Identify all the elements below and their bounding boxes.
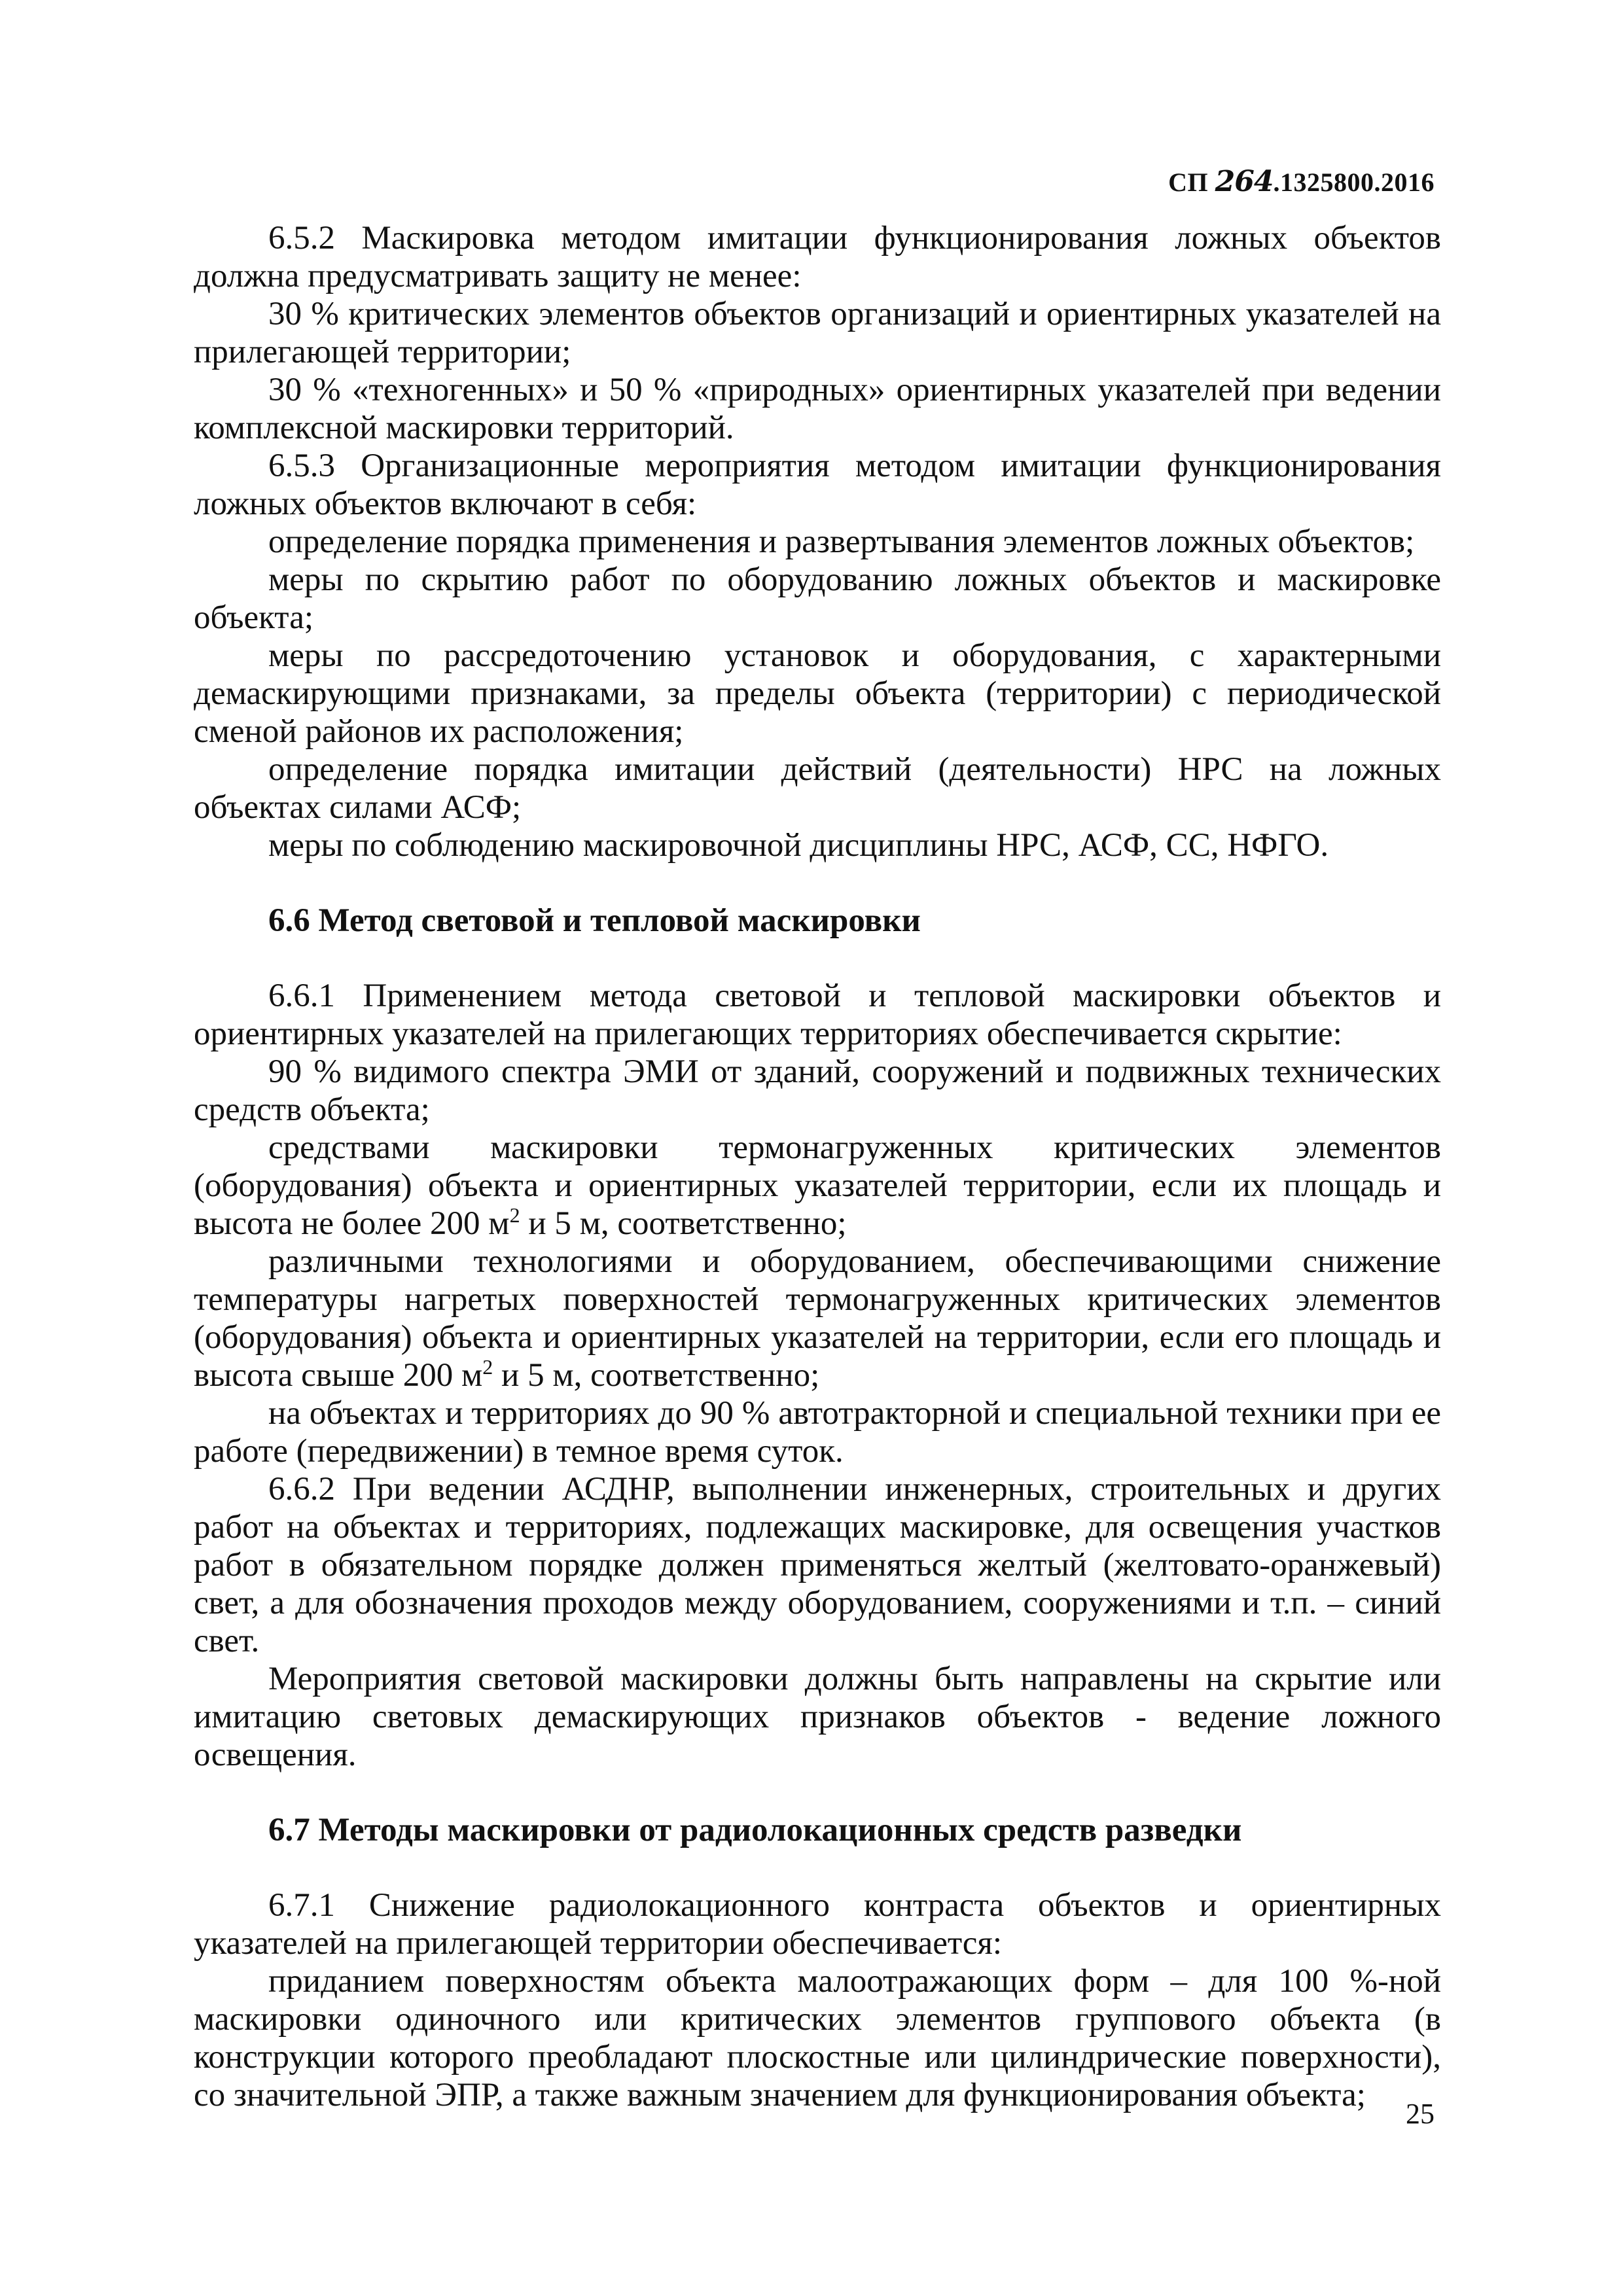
paragraph-6-5-2: 6.5.2 Маскировка методом имитации функционирования ложных объектов должна предусматривать защиту не менее: [194,220,1441,294]
paragraph-6-6-1: 6.6.1 Применением метода световой и тепловой маскировки объектов и ориентирных указателей на прилегающих территориях обеспечивается скрытие: [194,978,1441,1052]
paragraph-masking-means-text: средствами маскировки термонагруженных критических элементов (оборудования) объекта и ориентирных указателей территории, если их площадь и высота не более 200 м [194,1129,1441,1242]
section-heading-6-7: 6.7 Методы маскировки от радиолокационных средств разведки [268,1812,1242,1848]
paragraph-dispersal: меры по рассредоточению установок и оборудования, с характерными демаскирующими признаками, за пределы объекта (территории) с периодической сменой районов их расположения; [194,637,1441,750]
paragraph-technologies [194,1243,1441,1394]
paragraph-6-6-2: 6.6.2 При ведении АСДНР, выполнении инженерных, строительных и других работ на объектах и территориях, подлежащих маскировке, для освещения участков работ в обязательном порядке должен применяться желтый (желтовато-оранжевый) свет, а для обозначения проходов между оборудованием, сооружениями и т.п. – синий свет. [194,1471,1441,1659]
paragraph-90-percent-emi: 90 % видимого спектра ЭМИ от зданий, сооружений и подвижных технических средств объекта; [194,1053,1441,1128]
handwritten-number: 264 [1215,165,1274,198]
paragraph-vehicles: на объектах и территориях до 90 % автотракторной и специальной техники при ее работе (передвижении) в темное время суток. [194,1395,1441,1470]
paragraph-discipline: меры по соблюдению маскировочной дисциплины НРС, АСФ, СС, НФГО. [268,827,1329,864]
paragraph-order: определение порядка применения и развертывания элементов ложных объектов; [268,523,1415,560]
page-number: 25 [1406,2098,1435,2130]
paragraph-6-7-1: 6.7.1 Снижение радиолокационного контраста объектов и ориентирных указателей на прилегающей территории обеспечивается: [194,1887,1441,1962]
paragraph-light-masking: Мероприятия световой маскировки должны быть направлены на скрытие или имитацию световых демаскирующих признаков объектов - ведение ложного освещения. [194,1661,1441,1773]
paragraph-masking-means [194,1129,1441,1243]
superscript-squared: 2 [482,1355,493,1379]
document-code-prefix: СП [1168,168,1215,197]
paragraph-30-percent-critical: 30 % критических элементов объектов организаций и ориентирных указателей на прилегающей территории; [194,296,1441,370]
document-body [194,219,1441,2114]
document-code-suffix: .1325800.2016 [1273,168,1435,197]
paragraph-technologies-tail: и 5 м, соответственно; [493,1357,820,1394]
paragraph-masking-means-tail: и 5 м, соответственно; [520,1205,847,1242]
paragraph-imitation: определение порядка имитации действий (деятельности) НРС на ложных объектах силами АСФ; [194,751,1441,826]
superscript-squared: 2 [509,1203,520,1227]
paragraph-30-50-percent: 30 % «техногенных» и 50 % «природных» ориентирных указателей при ведении комплексной маскировки территорий. [194,372,1441,446]
section-heading-6-6: 6.6 Метод световой и тепловой маскировки [268,902,921,939]
paragraph-technologies-text: различными технологиями и оборудованием, обеспечивающими снижение температуры нагретых поверхностей термонагруженных критических элементов (оборудования) объекта и ориентирных указателей на территории, если его площадь и высота свыше 200 м [194,1243,1441,1394]
paragraph-low-reflective: приданием поверхностям объекта малоотражающих форм – для 100 %-ной маскировки одиночного или критических элементов группового объекта (в конструкции которого преобладают плоскостные или цилиндрические поверхности), со значительной ЭПР, а также важным значением для функционирования объекта; [194,1963,1441,2113]
paragraph-6-5-3: 6.5.3 Организационные мероприятия методом имитации функционирования ложных объектов включают в себя: [194,448,1441,522]
paragraph-concealment: меры по скрытию работ по оборудованию ложных объектов и маскировке объекта; [194,561,1441,636]
document-code [1168,165,1435,198]
